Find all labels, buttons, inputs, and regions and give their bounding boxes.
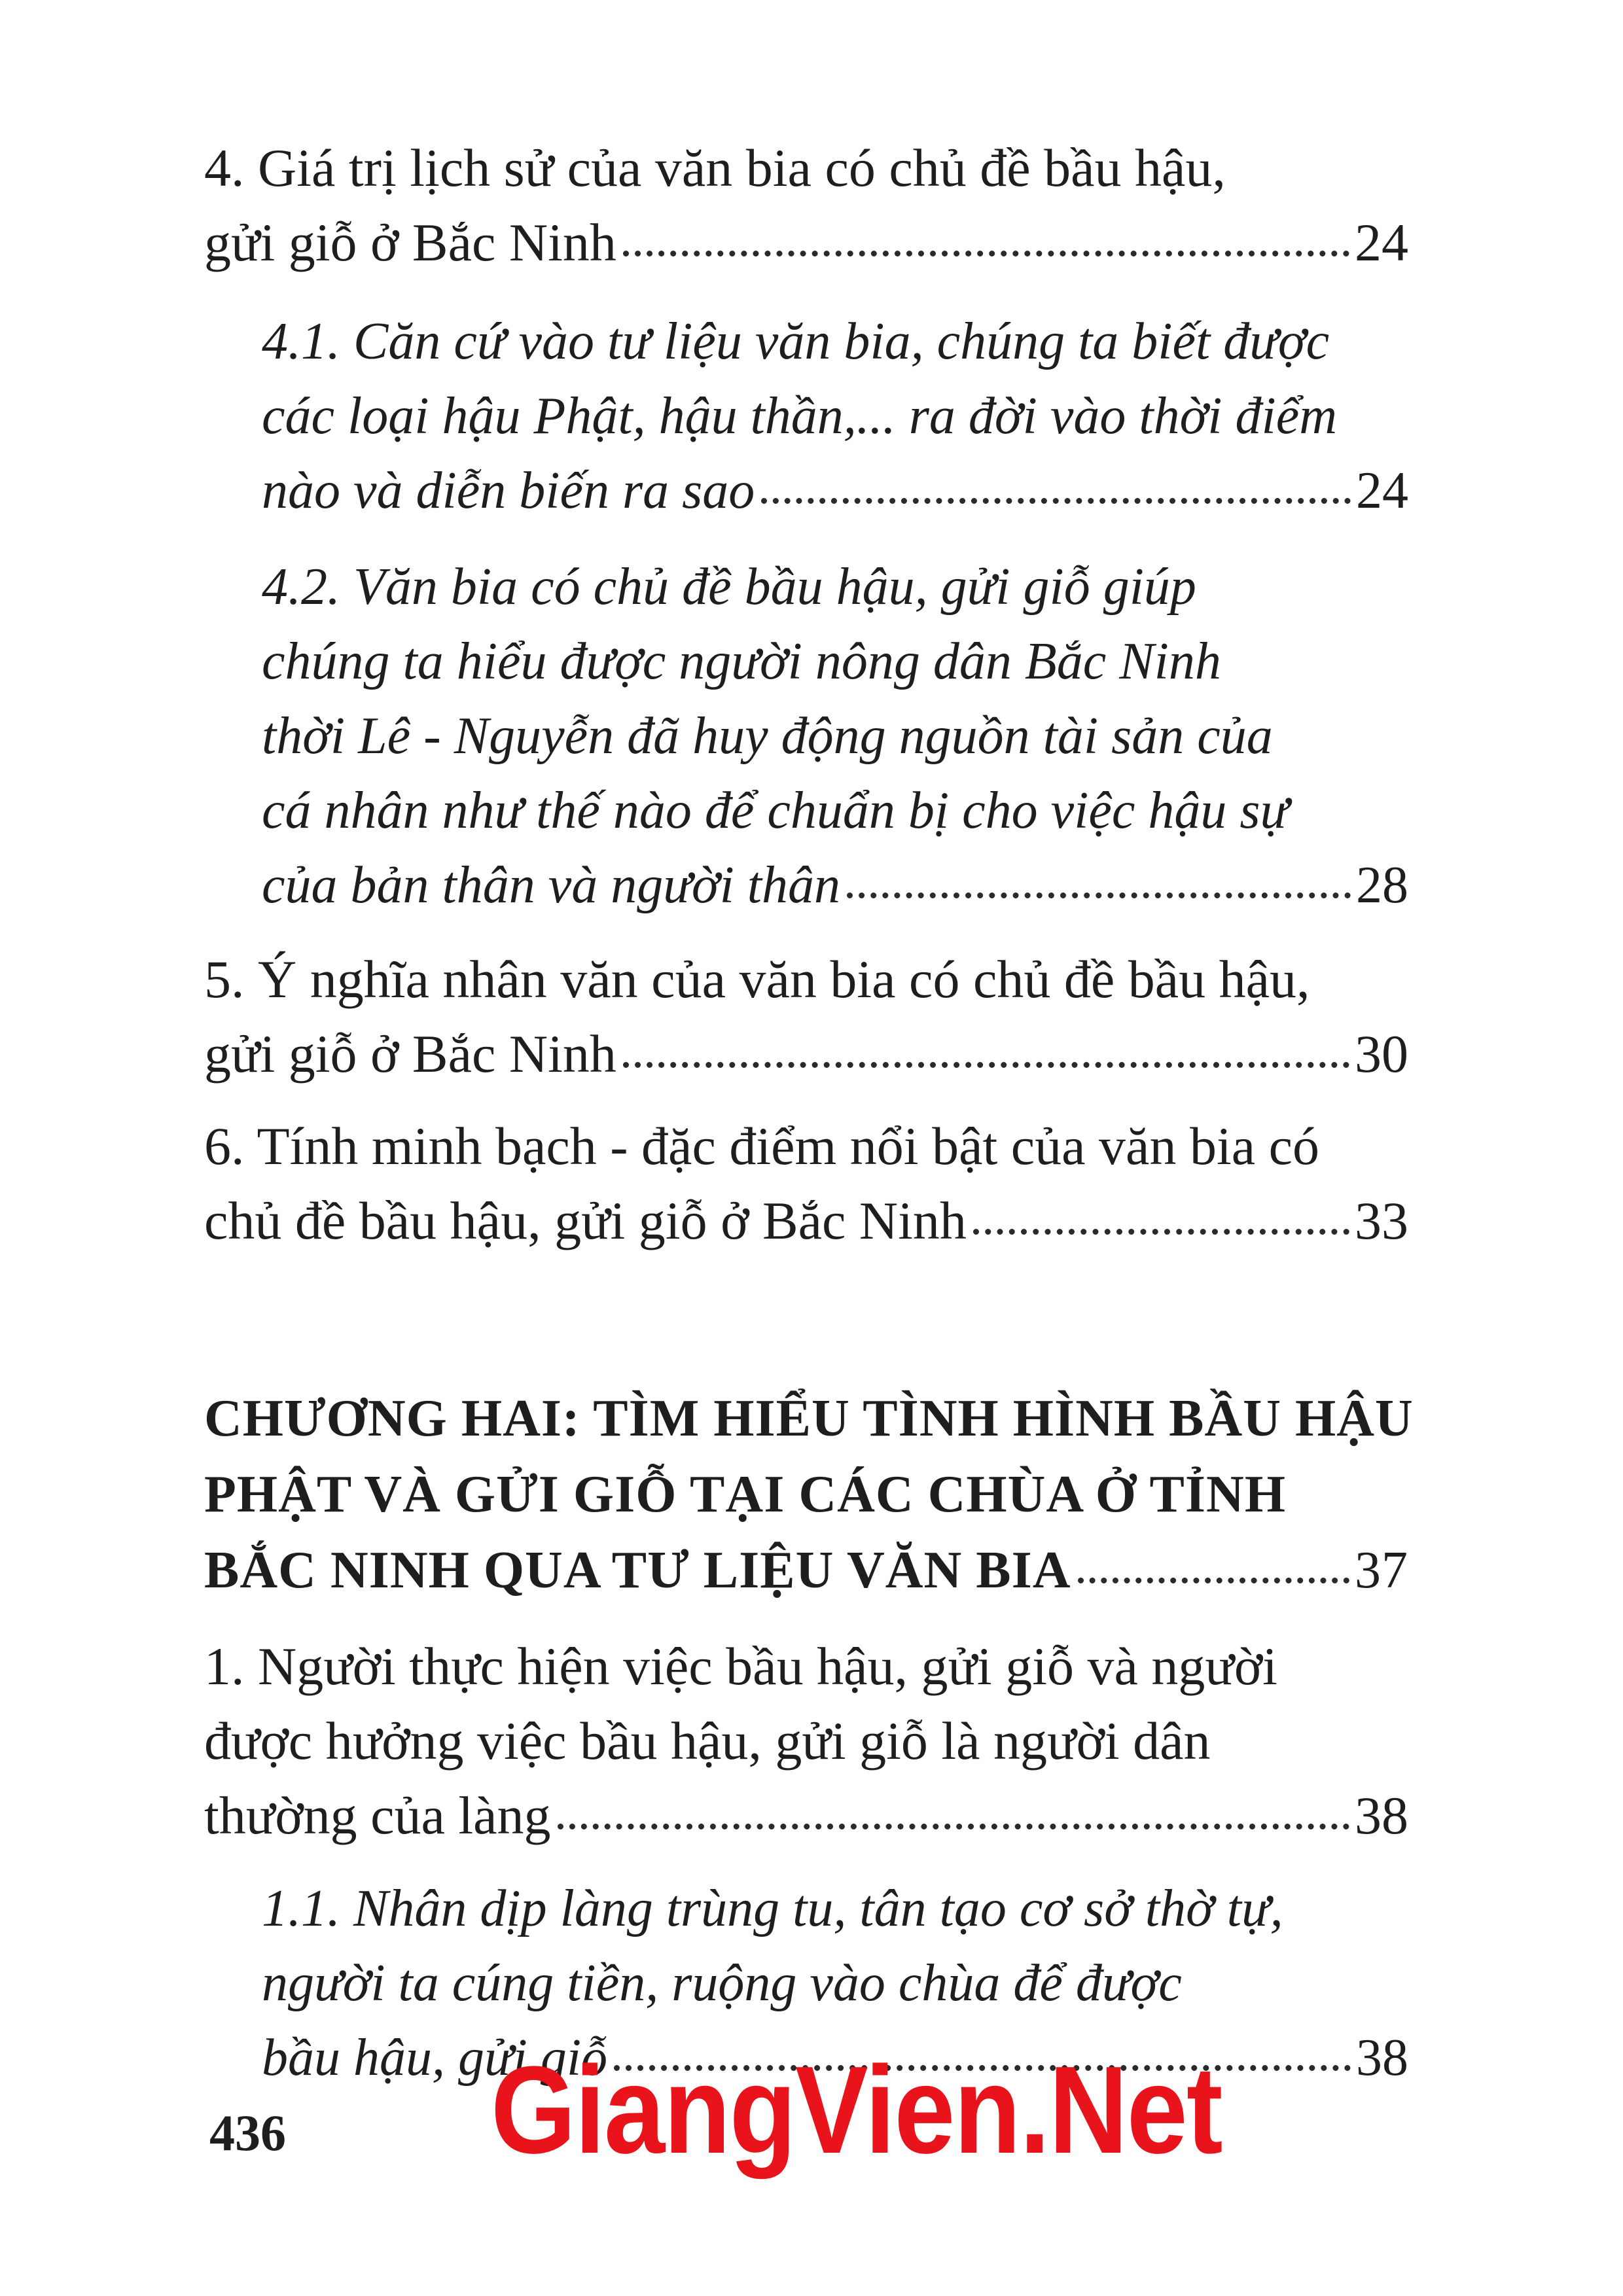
toc-entry-text: thường của làng	[204, 1786, 551, 1845]
toc-page-ref: 24	[1355, 213, 1408, 272]
toc-entry-last-line	[204, 1184, 1408, 1258]
toc-entry-text: 4.1. Căn cứ vào tư liệu văn bia, chúng ta biết được	[262, 313, 1330, 370]
toc-page-ref: 38	[1356, 2029, 1408, 2087]
toc-entry	[204, 1109, 1408, 1258]
toc-entry-text: 1.1. Nhân dịp làng trùng tu, tân tạo cơ sở thờ tự,	[262, 1880, 1283, 1937]
toc-entry-text: các loại hậu Phật, hậu thần,... ra đời vào thời điểm	[262, 387, 1338, 445]
toc-entry-last-line	[262, 848, 1408, 923]
dot-leader	[623, 1062, 1349, 1068]
toc-subentry	[262, 550, 1408, 923]
toc-entry-last-line	[204, 1532, 1408, 1608]
toc-entry-text: PHẬT VÀ GỬI GIỖ TẠI CÁC CHÙA Ở TỈNH	[204, 1466, 1287, 1523]
toc-entry-text: chúng ta hiểu được người nông dân Bắc Ninh	[262, 633, 1221, 690]
toc-entry-last-line	[262, 453, 1408, 528]
toc-entry	[204, 1629, 1408, 1853]
toc-page-ref: 37	[1355, 1542, 1408, 1599]
toc-entry-text: bầu hậu, gửi giỗ	[262, 2029, 608, 2087]
page-number: 436	[209, 2104, 286, 2161]
dot-leader	[623, 251, 1349, 256]
dot-leader	[761, 498, 1351, 504]
toc-page-ref: 30	[1355, 1024, 1408, 1084]
toc-entry-text: BẮC NINH QUA TƯ LIỆU VĂN BIA	[204, 1542, 1071, 1599]
toc-entry-text: CHƯƠNG HAI: TÌM HIỂU TÌNH HÌNH BẦU HẬU	[204, 1390, 1414, 1447]
toc-entry-text: người ta cúng tiền, ruộng vào chùa để được	[262, 1954, 1182, 2012]
dot-leader	[847, 892, 1351, 898]
toc-entry-text: 4. Giá trị lịch sử của văn bia có chủ đề bầu hậu,	[204, 138, 1226, 198]
toc-entry-last-line	[204, 205, 1408, 280]
dot-leader	[558, 1824, 1349, 1829]
toc-entry-last-line	[204, 1778, 1408, 1853]
toc-entry-text: được hưởng việc bầu hậu, gửi giỗ là người dân	[204, 1711, 1211, 1771]
watermark: GiangVien.Net	[491, 2041, 1222, 2180]
toc-entry-text: cá nhân như thế nào để chuẩn bị cho việc hậu sự	[262, 782, 1289, 839]
toc-entry-text: gửi giỗ ở Bắc Ninh	[204, 213, 616, 272]
toc-entry-text: của bản thân và người thân	[262, 857, 841, 914]
toc-entry-text: gửi giỗ ở Bắc Ninh	[204, 1024, 616, 1084]
toc-entry-text: 6. Tính minh bạch - đặc điểm nổi bật của văn bia có	[204, 1116, 1320, 1176]
toc-entry-last-line	[204, 1017, 1408, 1091]
toc-page-ref: 38	[1355, 1786, 1408, 1845]
toc-subentry	[262, 304, 1408, 528]
toc-entry-text: 4.2. Văn bia có chủ đề bầu hậu, gửi giỗ giúp	[262, 558, 1196, 616]
toc-entry-text: chủ đề bầu hậu, gửi giỗ ở Bắc Ninh	[204, 1191, 967, 1250]
dot-leader	[973, 1229, 1349, 1235]
toc-entry	[204, 131, 1408, 280]
toc-entry-text: thời Lê - Nguyễn đã huy động nguồn tài sản của	[262, 707, 1273, 765]
toc-page-ref: 28	[1356, 857, 1408, 914]
toc-page-ref: 33	[1355, 1191, 1408, 1250]
dot-leader	[1078, 1578, 1349, 1583]
toc-entry-text: nào và diễn biến ra sao	[262, 462, 755, 520]
toc-entry	[204, 942, 1408, 1091]
toc-entry-text: 1. Người thực hiện việc bầu hậu, gửi giỗ và người	[204, 1636, 1277, 1696]
toc-page-ref: 24	[1356, 462, 1408, 520]
toc-chapter-heading	[204, 1381, 1414, 1608]
toc-entry-text: 5. Ý nghĩa nhân văn của văn bia có chủ đề bầu hậu,	[204, 949, 1310, 1009]
